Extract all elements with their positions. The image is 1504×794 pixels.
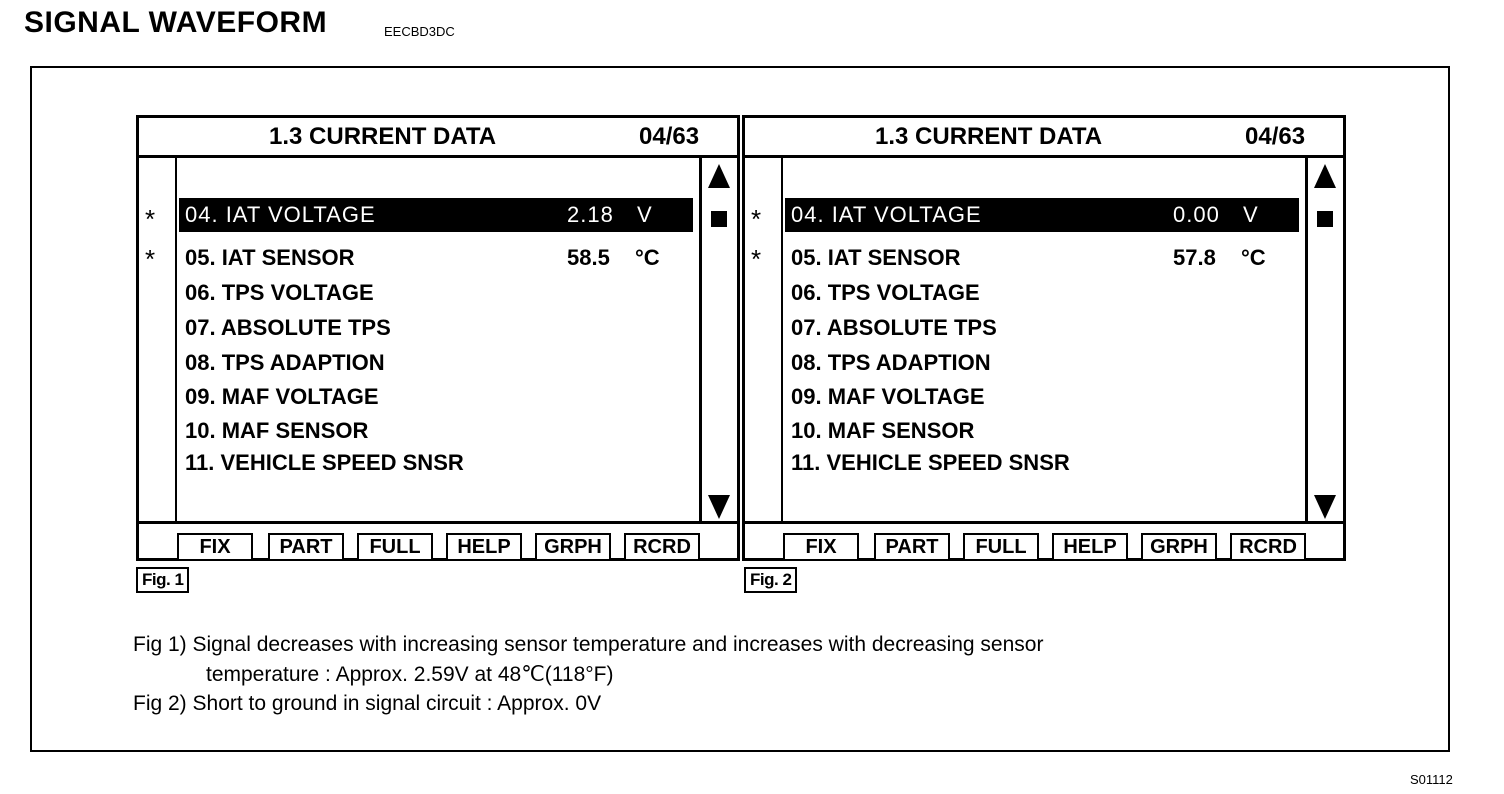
row-label: 08. TPS ADAPTION bbox=[791, 350, 991, 375]
footer-code: S01112 bbox=[1410, 772, 1453, 787]
row-label: 07. ABSOLUTE TPS bbox=[185, 315, 391, 340]
row-unit: °C bbox=[635, 245, 660, 270]
data-row[interactable] bbox=[179, 311, 693, 345]
help-button[interactable]: HELP bbox=[1052, 533, 1128, 561]
page-code: EECBD3DC bbox=[384, 24, 455, 39]
panel-title: 1.3 CURRENT DATA bbox=[269, 123, 497, 150]
row-label: 08. TPS ADAPTION bbox=[185, 350, 385, 375]
data-row-selected[interactable] bbox=[179, 198, 693, 232]
marker-column bbox=[139, 158, 177, 521]
row-value: 58.5 bbox=[567, 245, 610, 270]
data-row-selected[interactable] bbox=[785, 198, 1299, 232]
row-unit: °C bbox=[1241, 245, 1266, 270]
note-fig2: Fig 2) Short to ground in signal circuit : Approx. 0V bbox=[133, 692, 602, 715]
figure-label: Fig. 2 bbox=[744, 567, 797, 593]
fixed-marker: * bbox=[751, 244, 762, 274]
data-row[interactable] bbox=[179, 346, 693, 380]
row-value: 2.18 bbox=[567, 202, 614, 227]
row-label: 11. VEHICLE SPEED SNSR bbox=[791, 450, 1070, 475]
scroll-up-icon[interactable] bbox=[1314, 164, 1336, 188]
data-row[interactable] bbox=[785, 311, 1299, 345]
graph-button[interactable]: GRPH bbox=[535, 533, 611, 561]
full-button[interactable]: FULL bbox=[963, 533, 1039, 561]
page-title: SIGNAL WAVEFORM bbox=[24, 6, 328, 39]
scrollbar[interactable] bbox=[699, 158, 737, 521]
graph-button[interactable]: GRPH bbox=[1141, 533, 1217, 561]
current-data-panel-1 bbox=[136, 115, 740, 561]
panel-header bbox=[745, 118, 1343, 158]
row-label: 06. TPS VOLTAGE bbox=[185, 280, 374, 305]
panel-title: 1.3 CURRENT DATA bbox=[875, 123, 1103, 150]
function-key-bar bbox=[139, 521, 737, 561]
row-label: 05. IAT SENSOR bbox=[791, 245, 961, 270]
data-row[interactable] bbox=[179, 380, 693, 414]
data-row[interactable] bbox=[785, 446, 1299, 480]
part-button[interactable]: PART bbox=[268, 533, 344, 561]
marker-column bbox=[745, 158, 783, 521]
row-unit: V bbox=[1243, 202, 1259, 227]
row-value: 57.8 bbox=[1173, 245, 1216, 270]
page-counter: 04/63 bbox=[639, 123, 700, 150]
row-label: 04. IAT VOLTAGE bbox=[791, 202, 982, 227]
row-label: 09. MAF VOLTAGE bbox=[185, 384, 379, 409]
fixed-marker: * bbox=[145, 204, 156, 234]
data-row[interactable] bbox=[785, 380, 1299, 414]
data-row[interactable] bbox=[785, 276, 1299, 310]
scroll-down-icon[interactable] bbox=[1314, 495, 1336, 519]
row-label: 04. IAT VOLTAGE bbox=[185, 202, 376, 227]
row-label: 07. ABSOLUTE TPS bbox=[791, 315, 997, 340]
data-row[interactable] bbox=[179, 446, 693, 480]
scrollbar[interactable] bbox=[1305, 158, 1343, 521]
data-row[interactable] bbox=[179, 276, 693, 310]
row-label: 06. TPS VOLTAGE bbox=[791, 280, 980, 305]
current-data-panel-2 bbox=[742, 115, 1346, 561]
scroll-down-icon[interactable] bbox=[708, 495, 730, 519]
fixed-marker: * bbox=[751, 204, 762, 234]
row-label: 10. MAF SENSOR bbox=[791, 418, 975, 443]
scroll-up-icon[interactable] bbox=[708, 164, 730, 188]
row-value: 0.00 bbox=[1173, 202, 1220, 227]
fixed-marker: * bbox=[145, 244, 156, 274]
record-button[interactable]: RCRD bbox=[624, 533, 700, 561]
record-button[interactable]: RCRD bbox=[1230, 533, 1306, 561]
row-label: 05. IAT SENSOR bbox=[185, 245, 355, 270]
figure-label: Fig. 1 bbox=[136, 567, 189, 593]
row-label: 11. VEHICLE SPEED SNSR bbox=[185, 450, 464, 475]
scroll-thumb[interactable] bbox=[1317, 211, 1333, 227]
fix-button[interactable]: FIX bbox=[177, 533, 253, 561]
row-unit: V bbox=[637, 202, 653, 227]
fix-button[interactable]: FIX bbox=[783, 533, 859, 561]
note-fig1: Fig 1) Signal decreases with increasing sensor temperature and increases with decreasing sensor bbox=[133, 633, 1044, 656]
data-row[interactable] bbox=[785, 241, 1299, 275]
data-row[interactable] bbox=[785, 346, 1299, 380]
note-fig1-cont: temperature : Approx. 2.59V at 48℃(118°F) bbox=[206, 663, 614, 686]
panel-header bbox=[139, 118, 737, 158]
page-counter: 04/63 bbox=[1245, 123, 1306, 150]
scroll-thumb[interactable] bbox=[711, 211, 727, 227]
row-label: 09. MAF VOLTAGE bbox=[791, 384, 985, 409]
function-key-bar bbox=[745, 521, 1343, 561]
full-button[interactable]: FULL bbox=[357, 533, 433, 561]
data-row[interactable] bbox=[785, 414, 1299, 448]
help-button[interactable]: HELP bbox=[446, 533, 522, 561]
data-row[interactable] bbox=[179, 241, 693, 275]
part-button[interactable]: PART bbox=[874, 533, 950, 561]
data-row[interactable] bbox=[179, 414, 693, 448]
row-label: 10. MAF SENSOR bbox=[185, 418, 369, 443]
